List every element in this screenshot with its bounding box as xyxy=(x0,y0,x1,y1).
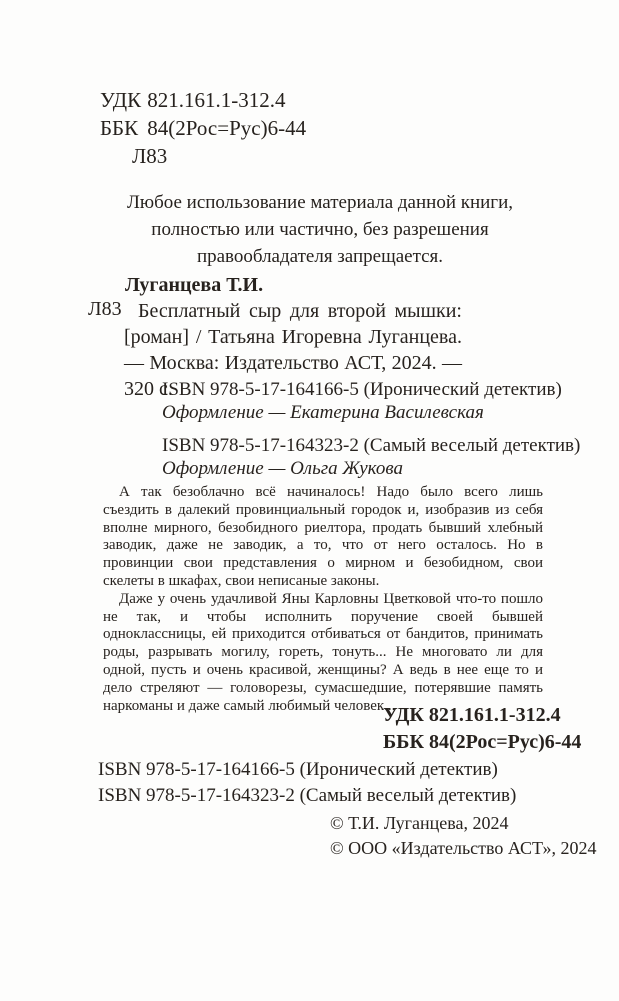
footer-isbn-block xyxy=(98,757,516,809)
copyright-line: © ООО «Издательство АСТ», 2024 xyxy=(330,838,597,858)
annotation-block xyxy=(103,484,543,715)
author-sign-row xyxy=(100,142,306,170)
bbk-row xyxy=(100,114,306,142)
isbn-group-1 xyxy=(162,378,580,424)
footer-udk: УДК 821.161.1-312.4 xyxy=(383,704,561,726)
udk-label: УДК xyxy=(100,88,142,112)
bbk-value: 84(2Рос=Рус)6-44 xyxy=(147,116,307,140)
footer-bbk: ББК 84(2Рос=Рус)6-44 xyxy=(383,731,582,753)
udk-row xyxy=(100,86,306,114)
isbn-line: ISBN 978-5-17-164166-5 (Иронический детектив) xyxy=(162,379,562,400)
catalog-entry: Бесплатный сыр для второй мышки: [роман] / Татьяна Игоревна Луганцева. — Москва: Издательство АСТ, 2024. — 320 с. xyxy=(124,300,462,400)
annotation-paragraph-2: Даже у очень удачливой Яны Карловны Цветковой что-то пошло не так, и чтобы исполнить поручение своей бывшей одноклассницы, ей приходится отбиваться от бандитов, принимать роды, разрывать могилу, гореть, тонуть... Не многовато ли для одной, пусть и очень красивой, женщины? А ведь в нее еще то и дело стреляют — головорезы, сумасшедшие, потерявшие память наркоманы и даже самый любимый человек... xyxy=(103,590,543,714)
udk-value: 821.161.1-312.4 xyxy=(147,88,286,112)
footer-codes-block xyxy=(383,702,581,756)
footer-isbn-line: ISBN 978-5-17-164323-2 (Самый веселый детектив) xyxy=(98,785,517,806)
copyright-block xyxy=(330,811,597,861)
isbn-line: ISBN 978-5-17-164323-2 (Самый веселый детектив) xyxy=(162,435,581,456)
author-sign: Л83 xyxy=(132,144,168,168)
header-codes-block xyxy=(100,86,306,170)
rights-notice: Любое использование материала данной книги, полностью или частично, без разрешения правообладателя запрещается. xyxy=(126,192,514,267)
bbk-label: ББК xyxy=(100,116,139,140)
footer-isbn-line: ISBN 978-5-17-164166-5 (Иронический детектив) xyxy=(98,759,498,780)
copyright-line: © Т.И. Луганцева, 2024 xyxy=(330,813,509,833)
isbn-block xyxy=(162,378,580,490)
catalog-author-sign: Л83 xyxy=(88,298,122,320)
design-credit: Оформление — Ольга Жукова xyxy=(162,458,403,479)
author-heading: Луганцева Т.И. xyxy=(125,274,264,296)
isbn-group-2 xyxy=(162,434,580,480)
annotation-paragraph-1: А так безоблачно всё начиналось! Надо было всего лишь съездить в далекий провинциальный городок и, изобразив из себя вполне мирного, безобидного риелтора, продать бывший хлебный заводик, даже не заводик, а то, что от него осталось. Но в провинции свои представления о мирном и безобидном, свои скелеты в шкафах, свои неписаные законы. xyxy=(103,484,543,589)
design-credit: Оформление — Екатерина Василевская xyxy=(162,402,484,423)
